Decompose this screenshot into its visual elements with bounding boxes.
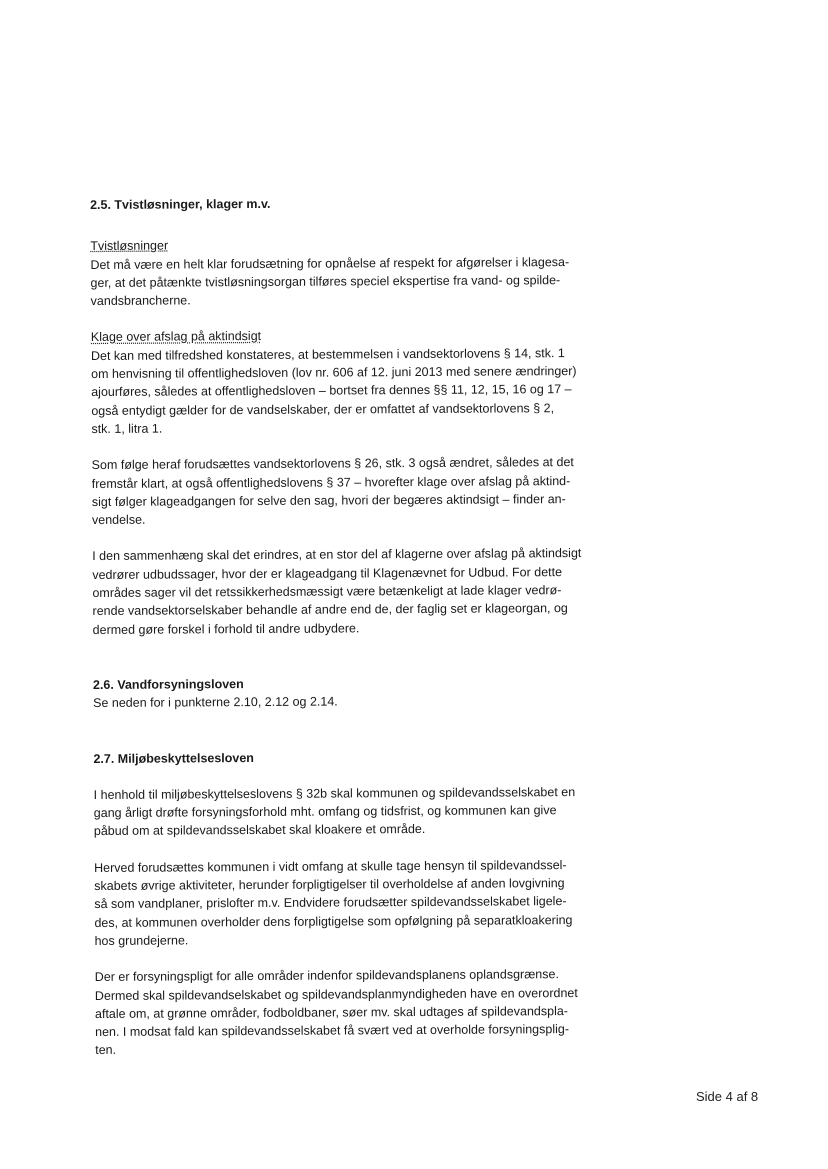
text-line: des, at kommunen overholder dens forpligtigelse som opfølgning på separatkloakering: [94, 912, 573, 930]
text-line: vedrører udbudssager, hvor der er klageadgang til Klagenævnet for Udbud. For dette: [92, 564, 563, 582]
sub-heading-klage-aktindsigt: Klage over afslag på aktindsigt: [90, 329, 262, 345]
paragraph-vandsektorlov-26: [92, 453, 618, 529]
text-line: så som vandplaner, prislofter m.v. Endvidere forudsætter spildevandsselskabet ligele-: [94, 894, 567, 912]
text-line: dermed gøre forskel i forhold til andre udbydere.: [92, 621, 360, 637]
text-line: hos grundejerne.: [94, 933, 189, 948]
text-line: rende vandsektorselskaber behandle af andre end de, der faglig set er klageorgan, og: [92, 601, 568, 619]
text-line: områdes sager vil det retssikkerhedsmæssigt være betænkeligt at lade klager vedrø-: [92, 583, 562, 601]
text-line: Som følge heraf forudsættes vandsektorlovens § 26, stk. 3 også ændret, således at det: [91, 455, 574, 473]
text-line: skabets øvrige aktiviteter, herunder forpligtigelser til overholdelse af anden lovgivning: [94, 876, 565, 894]
paragraph-forudsaettes-kommunen: [94, 855, 621, 950]
section-heading-2-5: 2.5. Tvistløsninger, klager m.v.: [90, 196, 271, 212]
text-line: I henhold til miljøbeskyttelseslovens § 32b skal kommunen og spildevandsselskabet en: [93, 784, 576, 802]
sub-heading-tvistlosninger: Tvistløsninger: [90, 238, 169, 254]
text-line: ajourføres, således at offentlighedsloven – bortset fra dennes §§ 11, 12, 15, 16 og 17 –: [91, 382, 572, 400]
paragraph-miljobeskyttelse-32b: [94, 783, 620, 841]
text-line: vandsbrancherne.: [90, 293, 191, 309]
text-line: aftale om, at grønne områder, fodboldbaner, søer mv. skal udtages af spildevandspla-: [94, 1003, 568, 1021]
paragraph-forsyningspligt: [95, 965, 622, 1060]
text-line: Der er forsyningspligt for alle områder indenfor spildevandsplanens oplandsgrænse.: [94, 967, 559, 985]
text-line: vendelse.: [91, 512, 146, 528]
text-line: Herved forudsættes kommunen i vidt omfang at skulle tage hensyn til spildevandssel-: [94, 857, 567, 875]
text-line: nen. I modsat fald kan spildevandsselskabet få svært ved at overholde forsyningsplig-: [95, 1022, 570, 1040]
section-heading-2-7: 2.7. Miljøbeskyttelsesloven: [93, 750, 254, 766]
text-line: gang årligt drøfte forsyningsforhold mht. omfang og tidsfrist, og kommunen kan give: [93, 803, 557, 821]
paragraph-klage-aktindsigt: [91, 344, 618, 439]
text-line: om henvisning til offentlighedsloven (lov nr. 606 af 12. juni 2013 med senere ændringer): [91, 364, 577, 382]
page-number: Side 4 af 8: [696, 1089, 759, 1104]
text-line: påbud om at spildevandsselskabet skal kloakere et område.: [93, 822, 426, 839]
text-line: Det kan med tilfredshed konstateres, at bestemmelsen i vandsektorlovens § 14, stk. 1: [90, 345, 565, 363]
document-body: [90, 193, 621, 1060]
text-line: Dermed skal spildevandselskabet og spildevandsplanmyndigheden have en overordnet: [94, 985, 578, 1003]
text-line: sigt følger klageadgangen for selve den sag, hvori der begæres aktindsigt – finder an-: [91, 491, 566, 509]
text-line: I den sammenhæng skal det erindres, at en stor del af klagerne over afslag på aktindsigt: [92, 546, 582, 564]
paragraph-vandforsyningsloven: Se neden for i punkterne 2.10, 2.12 og 2.14.: [93, 694, 338, 711]
text-line: fremstår klart, at også offentlighedslovens § 37 – hvorefter klage over afslag på aktind-: [91, 473, 571, 491]
text-line: ten.: [95, 1043, 117, 1058]
section-heading-2-6: 2.6. Vandforsyningsloven: [92, 677, 244, 692]
text-line: stk. 1, litra 1.: [91, 421, 163, 436]
text-line: ger, at det påtænkte tvistløsningsorgan tilføres speciel ekspertise fra vand- og spilde-: [90, 273, 561, 290]
paragraph-udbudssager: [92, 544, 619, 639]
paragraph-tvistlosninger: [90, 252, 616, 310]
text-line: også entydigt gælder for de vandselskaber, der er omfattet af vandsektorlovens § 2,: [91, 400, 555, 418]
text-line: Det må være en helt klar forudsætning for opnåelse af respekt for afgørelser i klagesa-: [90, 254, 570, 272]
